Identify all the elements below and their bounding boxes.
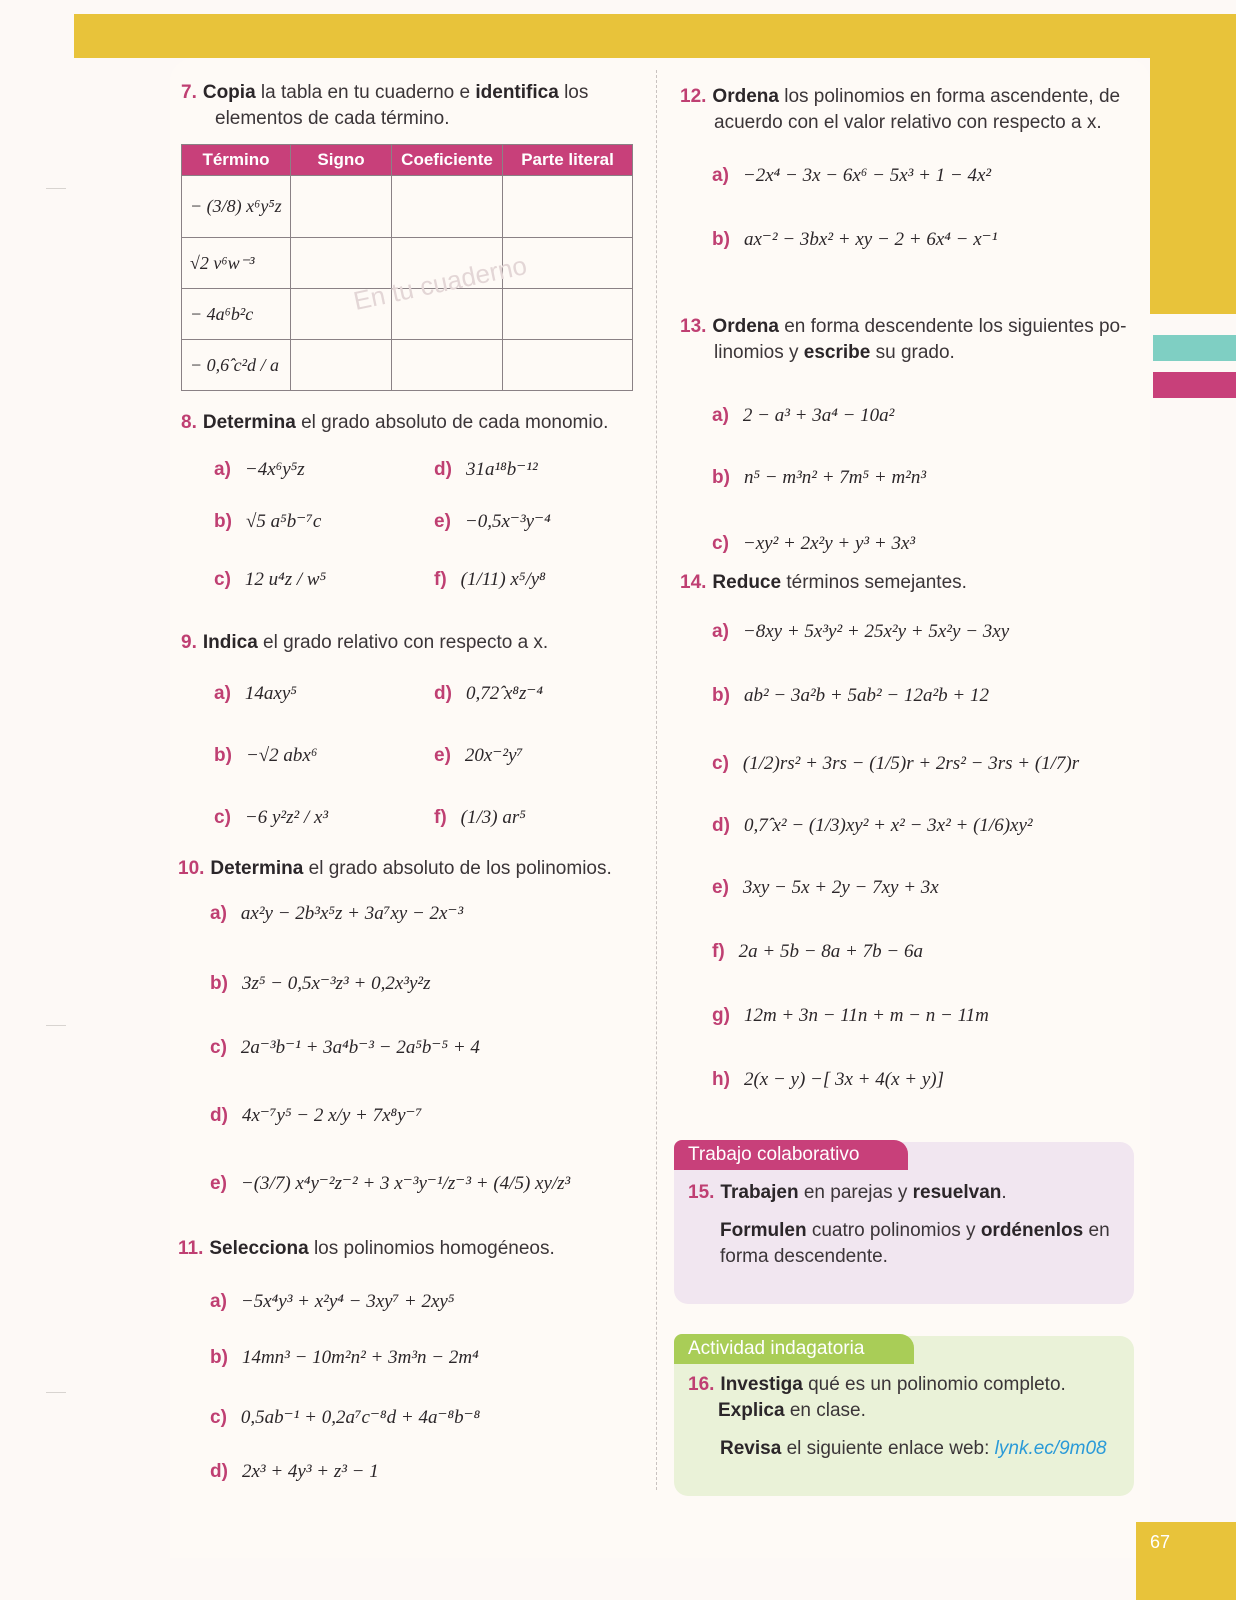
q13-prompt: 13. Ordena en forma descendente los siguientes po- linomios y escribe su grado. xyxy=(680,316,1127,363)
q8-prompt: 8. Determina el grado absoluto de cada monomio. xyxy=(181,412,609,433)
list-item: f) 2a + 5b − 8a + 7b − 6a xyxy=(712,941,923,962)
table-header: Término xyxy=(182,145,291,176)
list-item: g) 12m + 3n − 11n + m − n − 11m xyxy=(712,1005,989,1026)
list-item: c) −6 y²z² / x³ xyxy=(214,807,329,828)
q14-prompt: 14. Reduce términos semejantes. xyxy=(680,572,967,593)
collab-tab: Trabajo colaborativo xyxy=(674,1140,908,1170)
teal-edge-tab xyxy=(1153,335,1236,361)
list-item: f) (1/11) x⁵/y⁸ xyxy=(434,569,546,590)
list-item: b) −√2 abx⁶ xyxy=(214,745,318,766)
margin-mark xyxy=(46,1392,66,1393)
list-item: b) ab² − 3a²b + 5ab² − 12a²b + 12 xyxy=(712,685,990,706)
list-item: c) 0,5ab⁻¹ + 0,2a⁷c⁻⁸d + 4a⁻⁸b⁻⁸ xyxy=(210,1407,481,1428)
web-link[interactable]: lynk.ec/9m08 xyxy=(994,1438,1107,1459)
q9-prompt: 9. Indica el grado relativo con respecto a x. xyxy=(181,632,549,653)
list-item: e) 20x⁻²y⁷ xyxy=(434,745,524,766)
column-divider xyxy=(656,70,657,1490)
table-header: Coeficiente xyxy=(392,145,503,176)
list-item: e) −0,5x⁻³y⁻⁴ xyxy=(434,511,551,532)
list-item: b) √5 a⁵b⁻⁷c xyxy=(214,511,322,532)
list-item: a) ax²y − 2b³x⁵z + 3a⁷xy − 2x⁻³ xyxy=(210,903,464,924)
watermark: En tu cuaderno xyxy=(350,250,530,317)
list-item: e) −(3/7) x⁴y⁻²z⁻² + 3 x⁻³y⁻¹/z⁻³ + (4/5) xy/z³ xyxy=(210,1173,571,1194)
table-header: Signo xyxy=(291,145,392,176)
pink-edge-tab xyxy=(1153,372,1236,398)
list-item: a) −8xy + 5x³y² + 25x²y + 5x²y − 3xy xyxy=(712,621,1010,642)
list-item: b) 3z⁵ − 0,5x⁻³z³ + 0,2x³y²z xyxy=(210,973,431,994)
list-item: c) −xy² + 2x²y + y³ + 3x³ xyxy=(712,533,916,554)
inquiry-tab: Actividad indagatoria xyxy=(674,1334,914,1364)
margin-mark xyxy=(46,188,66,189)
q15-body: Formulen cuatro polinomios y ordénenlos en forma descendente. xyxy=(720,1220,1110,1267)
list-item: a) −4x⁶y⁵z xyxy=(214,459,305,480)
list-item: b) ax⁻² − 3bx² + xy − 2 + 6x⁴ − x⁻¹ xyxy=(712,229,998,250)
list-item: b) 14mn³ − 10m²n² + 3m³n − 2m⁴ xyxy=(210,1347,479,1368)
q15-prompt: 15. Trabajen en parejas y resuelvan. xyxy=(688,1182,1007,1203)
list-item: c) 12 u⁴z / w⁵ xyxy=(214,569,327,590)
list-item: c) (1/2)rs² + 3rs − (1/5)r + 2rs² − 3rs + (1/7)r xyxy=(712,753,1080,774)
elements-table xyxy=(181,144,633,391)
table-cell-term: − 0,6̂ c²d / a xyxy=(182,340,291,391)
table-header: Parte literal xyxy=(503,145,633,176)
list-item: a) −2x⁴ − 3x − 6x⁶ − 5x³ + 1 − 4x² xyxy=(712,165,992,186)
top-color-band xyxy=(74,14,1236,58)
list-item: h) 2(x − y) −[ 3x + 4(x + y)] xyxy=(712,1069,944,1090)
table-cell-term: − 4a⁶b²c xyxy=(182,289,291,340)
q7-number: 7. xyxy=(181,82,197,103)
list-item: a) −5x⁴y³ + x²y⁴ − 3xy⁷ + 2xy⁵ xyxy=(210,1291,455,1312)
q11-prompt: 11. Selecciona los polinomios homogéneos. xyxy=(178,1238,555,1259)
list-item: d) 4x⁻⁷y⁵ − 2 x/y + 7x⁸y⁻⁷ xyxy=(210,1105,423,1126)
list-item: d) 0,7̂ x² − (1/3)xy² + x² − 3x² + (1/6)xy² xyxy=(712,815,1033,836)
list-item: d) 2x³ + 4y³ + z³ − 1 xyxy=(210,1461,379,1482)
q10-prompt: 10. Determina el grado absoluto de los polinomios. xyxy=(178,858,612,879)
table-cell-term: √2 v⁶w⁻³ xyxy=(182,238,291,289)
q7-prompt: 7. Copia la tabla en tu cuaderno e identifica los elementos de cada término. xyxy=(181,82,589,129)
list-item: d) 0,72̂ x⁸z⁻⁴ xyxy=(434,683,544,704)
q12-prompt: 12. Ordena los polinomios en forma ascendente, de acuerdo con el valor relativo con respecto a x. xyxy=(680,86,1121,133)
q16-link-line: Revisa el siguiente enlace web: lynk.ec/9m08 xyxy=(720,1438,1107,1459)
list-item: e) 3xy − 5x + 2y − 7xy + 3x xyxy=(712,877,939,898)
table-row xyxy=(182,176,633,238)
list-item: b) n⁵ − m³n² + 7m⁵ + m²n³ xyxy=(712,467,927,488)
list-item: c) 2a⁻³b⁻¹ + 3a⁴b⁻³ − 2a⁵b⁻⁵ + 4 xyxy=(210,1037,480,1058)
list-item: f) (1/3) ar⁵ xyxy=(434,807,526,828)
list-item: a) 2 − a³ + 3a⁴ − 10a² xyxy=(712,405,895,426)
right-color-band xyxy=(1150,14,1236,314)
list-item: d) 31a¹⁸b⁻¹² xyxy=(434,459,538,480)
table-cell-term: − (3/8) x⁶y⁵z xyxy=(182,176,291,238)
page-number: 67 xyxy=(1150,1532,1171,1552)
table-row xyxy=(182,340,633,391)
margin-mark xyxy=(46,1025,66,1026)
list-item: a) 14axy⁵ xyxy=(214,683,297,704)
q16-prompt: 16. Investiga qué es un polinomio completo. Explica en clase. xyxy=(688,1374,1066,1421)
